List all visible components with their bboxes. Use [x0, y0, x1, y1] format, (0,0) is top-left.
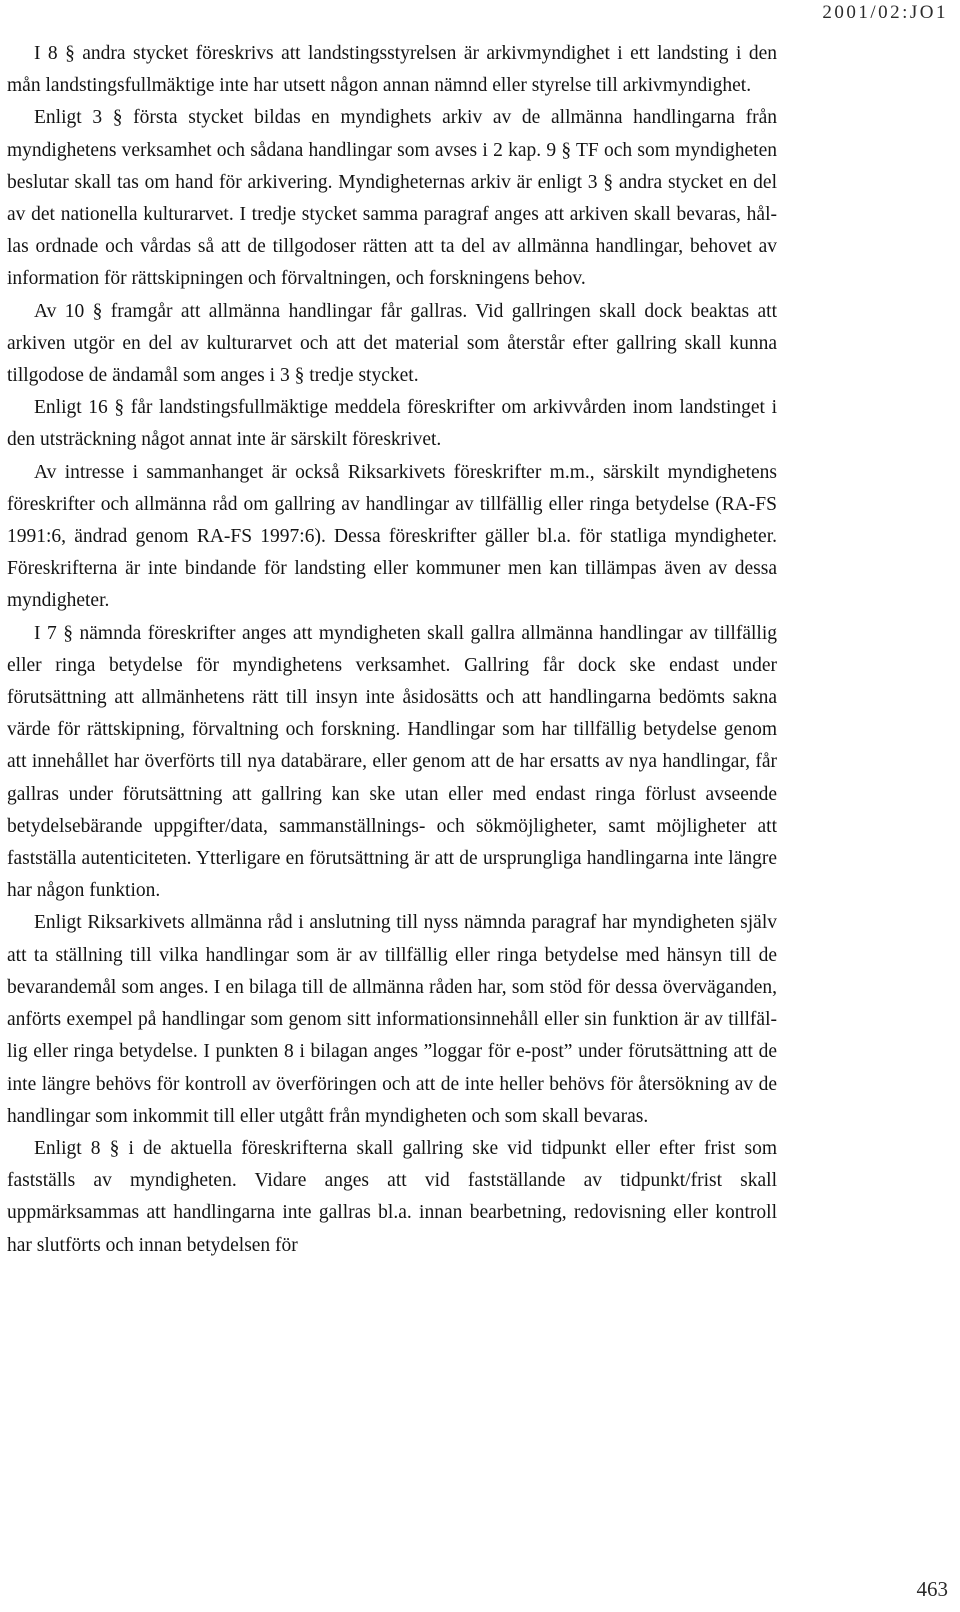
body-text [7, 38, 777, 1262]
page-number: 463 [916, 1577, 948, 1601]
paragraph-myndighets-arkiv: Enligt 3 § första stycket bildas en myndighets arkiv av de allmänna handlingarna från myndighetens verksamhet och sådana handlingar som avses i 2 kap. 9 § TF och som myndigheten beslutar skall tas om hand för arkivering. Myndigheternas arkiv är enligt 3 § andra stycket en del av det nationella kulturarvet. I tredje stycket samma paragraf anges att arkiven skall bevaras, hållas ordnade och vårdas så att de tillgodoser rätten att ta del av allmänna handlingar, behovet av information för rättskipningen och förvaltningen, och forskningens behov. [7, 107, 777, 290]
paragraph-arkivmyndighet: I 8 § andra stycket föreskrivs att landstingsstyrelsen är arkivmyndighet i ett landsting i den mån landstingsfullmäktige inte har utsett någon annan nämnd eller styrelse till arkivmyndighet. [7, 43, 777, 97]
paragraph-gallring: Av 10 § framgår att allmänna handlingar får gallras. Vid gallringen skall dock beaktas att arkiven utgör en del av kulturarvet och att det material som återstår efter gallring skall kunna tillgodose de ändamål som anges i 3 § tredje stycket. [7, 300, 777, 387]
paragraph-landstingsfullmaktige: Enligt 16 § får landstingsfullmäktige meddela föreskrifter om arkivvården inom landstinget i den utsträckning något annat inte är särskilt föreskrivet. [7, 397, 777, 451]
document-code: 2001/02:JO1 [822, 2, 948, 23]
paragraph-8-paragraf: Enligt 8 § i de aktuella föreskrifterna skall gallring ske vid tidpunkt eller efter frist som fastställs av myndigheten. Vidare anges att vid fastställande av tidpunkt/frist skall uppmärksammas att handlingarna inte gallras bl.a. innan bearbetning, redovisning eller kontroll har slutförts och innan betydelsen för [7, 1137, 777, 1256]
paragraph-7-paragraf: I 7 § nämnda föreskrifter anges att myndigheten skall gallra allmänna handlingar av tillfällig eller ringa betydelse för myndighetens verksamhet. Gallring får dock ske endast under förutsättning att allmänhetens rätt till insyn inte åsidosätts och att handlingarna bedömts sakna värde för rättskipning, förvaltning och forskning. Handlingar som har tillfällig betydelse genom att innehållet har överförts till nya databärare, eller genom att de har ersatts av nya handlingar, får gallras under förutsättning att gallring kan ske utan eller med endast ringa förlust avseende betydelsebärande uppgifter/data, sammanställnings- och sökmöjligheter, samt möjligheter att fastställa autenticiteten. Ytterligare en förutsättning är att de ursprungliga handlingarna inte längre har någon funktion. [7, 622, 777, 902]
paragraph-allmanna-rad: Enligt Riksarkivets allmänna råd i anslutning till nyss nämnda paragraf har myndigheten själv att ta ställning till vilka handlingar som är av tillfällig eller ringa betydelse med hänsyn till de bevarandemål som anges. I en bilaga till de allmänna råden har, som stöd för dessa överväganden, anförts exempel på handlingar som genom sitt informationsinnehåll eller sin funktion är av tillfällig eller ringa betydelse. I punkten 8 i bilagan anges ”loggar för e-post” under förutsättning att de inte längre behövs för kontroll av överföringen och att de inte heller behövs för återsökning av de handlingar som inkommit till eller utgått från myndigheten och som skall bevaras. [7, 912, 777, 1127]
paragraph-riksarkivets-foreskrifter: Av intresse i sammanhanget är också Riksarkivets föreskrifter m.m., särskilt myndighetens föreskrifter och allmänna råd om gallring av handlingar av tillfällig eller ringa betydelse (RA-FS 1991:6, ändrad genom RA-FS 1997:6). Dessa föreskrifter gäller bl.a. för statliga myndigheter. Föreskrifterna är inte bindande för landsting eller kommuner men kan tillämpas även av dessa myndigheter. [7, 461, 777, 612]
